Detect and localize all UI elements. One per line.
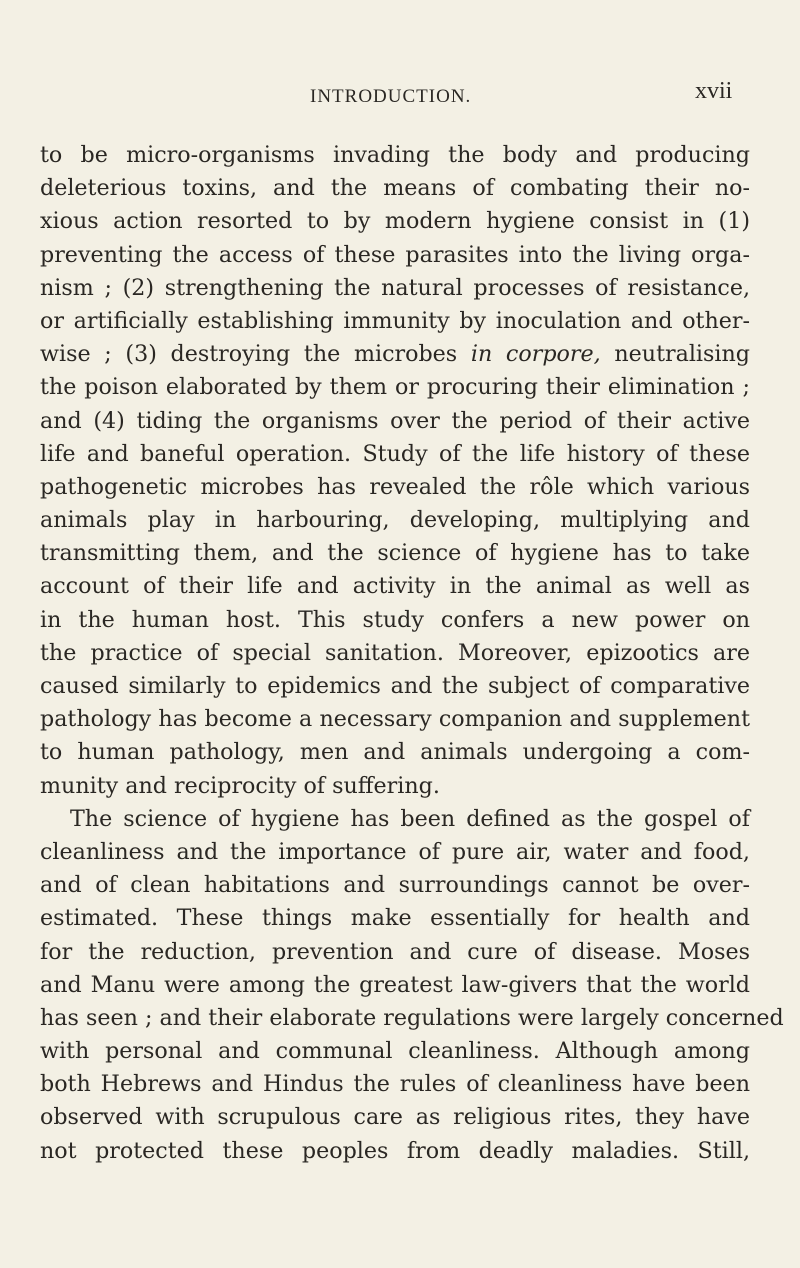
text-segment: wise ; (3) destroying the microbes bbox=[40, 341, 471, 368]
text-line: estimated. These things make essentially for health and bbox=[40, 905, 750, 932]
text-line: to human pathology, men and animals undergoing a com- bbox=[40, 739, 750, 766]
text-line: and Manu were among the greatest law-givers that the world bbox=[40, 971, 750, 998]
text-line: munity and reciprocity of suffering. bbox=[40, 772, 440, 799]
text-line: animals play in harbouring, developing, multiplying and bbox=[40, 507, 750, 534]
text-line: caused similarly to epidemics and the subject of comparative bbox=[40, 673, 750, 699]
text-line: deleterious toxins, and the means of combating their no- bbox=[40, 175, 750, 202]
text-line: for the reduction, prevention and cure of disease. Moses bbox=[40, 938, 750, 965]
text-line: in the human host. This study confers a new power on bbox=[40, 606, 750, 633]
text-line: or artificially establishing immunity by inoculation and other- bbox=[40, 307, 750, 334]
running-head bbox=[0, 78, 800, 116]
text-line: and (4) tiding the organisms over the period of their active bbox=[40, 407, 750, 434]
text-line: the poison elaborated by them or procuring their elimination ; bbox=[40, 374, 750, 401]
text-line: The science of hygiene has been defined as the gospel of bbox=[70, 805, 750, 832]
italic-phrase: in corpore, bbox=[470, 341, 601, 368]
text-line: with personal and communal cleanliness. Although among bbox=[40, 1038, 750, 1065]
paragraph-2 bbox=[40, 803, 784, 1168]
text-line: life and baneful operation. Study of the life history of these bbox=[40, 440, 750, 467]
text-line: xious action resorted to by modern hygiene consist in (1) bbox=[40, 208, 750, 235]
text-line: and of clean habitations and surroundings cannot be over- bbox=[40, 872, 750, 899]
text-line: pathogenetic microbes has revealed the rôle which various bbox=[40, 473, 750, 500]
running-title: INTRODUCTION. bbox=[310, 86, 472, 107]
text-line: to be micro-organisms invading the body and producing bbox=[40, 142, 750, 168]
text-line: account of their life and activity in the animal as well as bbox=[40, 573, 750, 600]
body-text bbox=[40, 139, 784, 1168]
text-line: preventing the access of these parasites into the living orga- bbox=[40, 241, 750, 268]
page-number: xvii bbox=[695, 78, 733, 104]
text-line: has seen ; and their elaborate regulations were largely concerned bbox=[40, 1004, 784, 1031]
text-line: both Hebrews and Hindus the rules of cleanliness have been bbox=[40, 1071, 750, 1098]
text-line: transmitting them, and the science of hygiene has to take bbox=[40, 540, 750, 567]
text-line: observed with scrupulous care as religious rites, they have bbox=[40, 1104, 750, 1131]
text-segment: neutralising bbox=[600, 341, 750, 368]
text-line bbox=[40, 338, 750, 371]
text-line: pathology has become a necessary companion and supplement bbox=[40, 706, 750, 733]
text-line: cleanliness and the importance of pure air, water and food, bbox=[40, 838, 750, 865]
text-line: nism ; (2) strengthening the natural processes of resistance, bbox=[40, 274, 750, 301]
paragraph-1 bbox=[40, 139, 750, 803]
text-line: the practice of special sanitation. Moreover, epizootics are bbox=[40, 639, 750, 666]
text-line: not protected these peoples from deadly maladies. Still, bbox=[40, 1137, 750, 1164]
